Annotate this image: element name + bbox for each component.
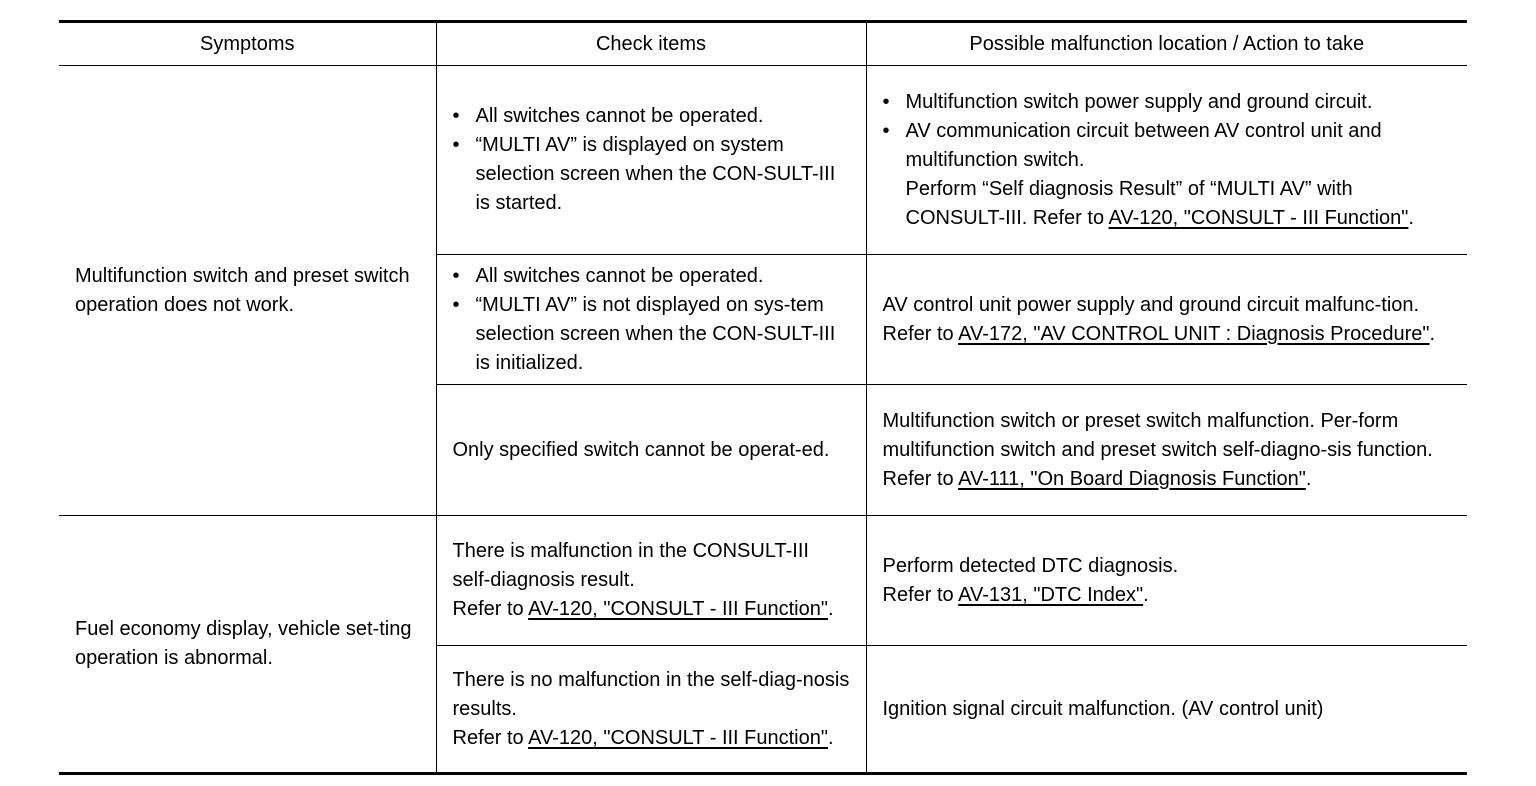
refer-text: Refer to xyxy=(882,583,959,606)
check-cell xyxy=(436,516,866,646)
action-cell xyxy=(866,516,1467,646)
list-item xyxy=(883,117,1454,233)
punctuation: . xyxy=(1429,322,1436,345)
list-item: • “MULTI AV” is not displayed on sys-tem selection screen when the CON-SULT-III is initialized. xyxy=(453,291,852,378)
refer-line xyxy=(453,595,852,624)
header-symptoms: Symptoms xyxy=(59,22,436,66)
action-cell: Ignition signal circuit malfunction. (AV control unit) xyxy=(866,646,1467,774)
header-check-items: Check items xyxy=(436,22,866,66)
reference-link[interactable]: AV-120, "CONSULT - III Function" xyxy=(1108,206,1409,229)
list-item: • “MULTI AV” is displayed on system selection screen when the CON-SULT-III is started. xyxy=(453,131,852,218)
action-text: AV control unit power supply and ground circuit malfunc-tion. Refer to xyxy=(882,293,1420,345)
note-text: Perform “Self diagnosis Result” of “MULTI AV” with CONSULT-III. Refer to xyxy=(905,177,1353,229)
action-text: Multifunction switch or preset switch malfunction. Per-form multifunction switch and preset switch self-diagno-sis function. Refer to xyxy=(882,409,1433,490)
refer-line xyxy=(453,724,852,753)
list-item: • All switches cannot be operated. xyxy=(453,102,852,131)
action-note xyxy=(906,175,1454,233)
symptom-cell: Fuel economy display, vehicle set-ting operation is abnormal. xyxy=(59,516,436,774)
check-list xyxy=(453,262,852,378)
reference-link[interactable]: AV-172, "AV CONTROL UNIT : Diagnosis Procedure" xyxy=(958,322,1430,345)
header-action: Possible malfunction location / Action to take xyxy=(866,22,1467,66)
header-row xyxy=(59,22,1467,66)
action-list xyxy=(883,88,1454,233)
list-item: • All switches cannot be operated. xyxy=(453,262,852,291)
list-item: • Multifunction switch power supply and ground circuit. xyxy=(883,88,1454,117)
check-cell xyxy=(436,255,866,385)
check-cell: Only specified switch cannot be operat-ed. xyxy=(436,385,866,516)
table-row xyxy=(59,516,1467,646)
punctuation: . xyxy=(1143,583,1149,606)
punctuation: . xyxy=(1305,467,1312,490)
symptom-cell: Multifunction switch and preset switch operation does not work. xyxy=(75,264,410,316)
action-cell xyxy=(866,66,1467,255)
reference-link[interactable]: AV-120, "CONSULT - III Function" xyxy=(528,598,828,620)
action-text: Perform detected DTC diagnosis. xyxy=(882,554,1179,577)
list-item-text: AV communication circuit between AV control unit and multifunction switch. xyxy=(905,119,1382,171)
check-text: There is no malfunction in the self-diag-nosis results. xyxy=(452,668,850,720)
punctuation: . xyxy=(1408,206,1414,229)
refer-text: Refer to xyxy=(452,726,529,749)
punctuation: . xyxy=(827,598,834,620)
table-row xyxy=(59,66,1467,255)
refer-text: Refer to xyxy=(452,598,529,620)
diagnosis-table xyxy=(59,20,1467,775)
check-text: There is malfunction in the CONSULT-III self-diagnosis result. xyxy=(452,540,809,591)
action-cell xyxy=(866,255,1467,385)
reference-link[interactable]: AV-131, "DTC Index" xyxy=(958,583,1144,606)
check-list xyxy=(453,102,852,218)
check-cell xyxy=(436,646,866,774)
reference-link[interactable]: AV-111, "On Board Diagnosis Function" xyxy=(958,467,1306,490)
check-cell xyxy=(436,66,866,255)
punctuation: . xyxy=(827,726,834,749)
refer-line xyxy=(883,581,1454,610)
reference-link[interactable]: AV-120, "CONSULT - III Function" xyxy=(528,726,828,749)
action-cell xyxy=(866,385,1467,516)
